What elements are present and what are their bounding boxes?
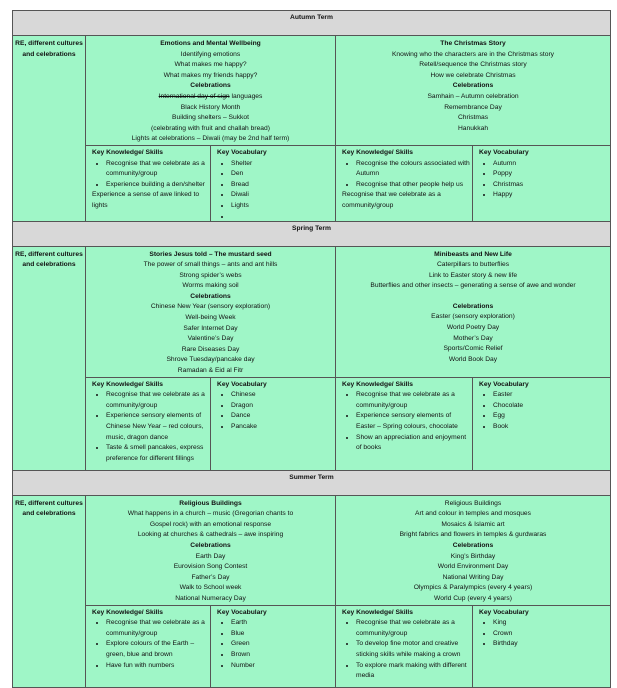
vocab-item: • Earth — [231, 618, 333, 629]
celebration-text: languages — [229, 92, 263, 100]
skill-item: • Show an appreciation and enjoyment of books — [356, 433, 470, 454]
vocab-item: • Book — [493, 422, 608, 433]
skill-item: • Recognise the colours associated with Autumn — [356, 159, 470, 180]
celebration-line: Sports/Comic Relief — [443, 345, 503, 353]
autumn-topic-1 — [86, 36, 336, 146]
vocab-item-empty — [231, 212, 333, 221]
autumn-row-label: RE, different cultures and celebrations — [13, 36, 86, 222]
topic-line: Retell/sequence the Christmas story — [419, 61, 527, 69]
celebration-line: Chinese New Year (sensory exploration) — [150, 303, 271, 311]
curriculum-table — [12, 10, 611, 688]
skill-item: • Experience sensory elements of Chinese New Year – red colours, music, dragon dance — [106, 411, 208, 443]
topic-line: The power of small things – ants and ant hills — [143, 261, 278, 269]
skill-item: • Recognise that we celebrate as a community/group — [106, 618, 208, 639]
vocab-item: • Brown — [231, 650, 333, 661]
skill-note: Recognise that we celebrate as a community/group — [342, 191, 441, 209]
skills-heading: Key Knowledge/ Skills — [92, 148, 163, 156]
celebration-line: Lights at celebrations – Diwali (may be 2nd half term) — [131, 135, 290, 143]
topic-line: How we celebrate Christmas — [430, 71, 516, 79]
spring-skills-1 — [86, 377, 211, 470]
summer-vocab-2 — [473, 605, 611, 687]
spacer — [336, 292, 610, 302]
celebration-line: (celebrating with fruit and challah bread) — [151, 124, 270, 132]
spring-topic-2 — [336, 246, 611, 377]
skill-item: • Taste & smell pancakes, express preference for different fillings — [106, 443, 208, 464]
vocab-heading: Key Vocabulary — [479, 148, 529, 156]
celebration-line: Shrove Tuesday/pancake day — [166, 356, 255, 364]
topic-line: Caterpillars to butterflies — [436, 261, 510, 269]
skill-item: • Recognise that we celebrate as a community/group — [106, 159, 208, 180]
vocab-heading: Key Vocabulary — [479, 608, 529, 616]
skill-item: • To develop fine motor and creative sticking skills while making a crown — [356, 639, 470, 660]
vocab-item: • Blue — [231, 629, 333, 640]
summer-skills-1 — [86, 605, 211, 687]
spring-vocab-1 — [211, 377, 336, 470]
summer-skills-2 — [336, 605, 473, 687]
celebration-line: National Writing Day — [442, 573, 504, 581]
celebration-line: Building shelters – Sukkot — [172, 114, 249, 122]
skill-item: • Experience sensory elements of Easter – Spring colours, chocolate — [356, 411, 470, 432]
celebrations-heading: Celebrations — [190, 82, 231, 90]
skills-heading: Key Knowledge/ Skills — [342, 380, 413, 388]
topic-heading: Religious Buildings — [444, 499, 502, 507]
celebration-line: Eurovision Song Contest — [173, 563, 248, 571]
celebrations-heading: Celebrations — [452, 302, 494, 310]
summer-topic-2 — [336, 495, 611, 605]
celebration-line: Christmas — [457, 114, 489, 122]
autumn-topic-2 — [336, 36, 611, 146]
vocab-heading: Key Vocabulary — [217, 608, 267, 616]
vocab-item: • Diwali — [231, 190, 333, 201]
skills-heading: Key Knowledge/ Skills — [342, 148, 413, 156]
autumn-vocab-2 — [473, 145, 611, 221]
vocab-item: • Crown — [493, 629, 608, 640]
celebrations-heading: Celebrations — [190, 292, 231, 300]
topic-heading: Religious Buildings — [179, 499, 242, 507]
spring-row-label: RE, different cultures and celebrations — [13, 246, 86, 470]
celebration-line: Walk to School week — [179, 584, 242, 592]
vocab-item: • Pancake — [231, 422, 333, 433]
vocab-item: • Green — [231, 639, 333, 650]
celebration-line: World Book Day — [448, 355, 498, 363]
skill-item: • Recognise that other people help us — [356, 180, 470, 191]
topic-line: Worms making soil — [182, 282, 239, 290]
vocab-item: • Bread — [231, 180, 333, 191]
spring-term-heading: Spring Term — [13, 221, 611, 246]
topic-line: Mosaics & Islamic art — [441, 520, 505, 528]
skill-item: • Explore colours of the Earth – green, blue and brown — [106, 639, 208, 660]
summer-topic-1 — [86, 495, 336, 605]
autumn-skills-1 — [86, 145, 211, 221]
topic-heading: Minibeasts and New Life — [434, 250, 512, 258]
topic-heading: Emotions and Mental Wellbeing — [160, 40, 261, 47]
celebrations-heading: Celebrations — [452, 542, 494, 549]
spring-skills-2 — [336, 377, 473, 470]
celebration-line: World Cup (every 4 years) — [434, 594, 512, 602]
skill-item: • Recognise that we celebrate as a community/group — [356, 390, 470, 411]
vocab-item: • Autumn — [493, 159, 608, 170]
celebration-line — [86, 92, 335, 103]
topic-heading: Stories Jesus told – The mustard seed — [149, 250, 272, 258]
vocab-heading: Key Vocabulary — [217, 148, 267, 156]
topic-line: Link to Easter story & new life — [428, 271, 518, 279]
celebration-line: World Environment Day — [437, 563, 509, 571]
celebration-line: Remembrance Day — [444, 103, 502, 111]
autumn-skills-2 — [336, 145, 473, 221]
celebrations-heading: Celebrations — [452, 82, 494, 90]
spring-topic-1 — [86, 246, 336, 377]
summer-vocab-1 — [211, 605, 336, 687]
celebration-line: National Numeracy Day — [175, 594, 246, 602]
celebration-line: Valentine’s Day — [187, 335, 234, 343]
celebration-line: Earth Day — [195, 552, 226, 560]
vocab-item: • Number — [231, 661, 333, 672]
vocab-item: • Chinese — [231, 390, 333, 401]
celebrations-heading: Celebrations — [190, 542, 231, 549]
skills-heading: Key Knowledge/ Skills — [92, 380, 163, 388]
topic-line: Looking at churches & cathedrals – awe inspiring — [137, 531, 284, 539]
summer-row-label: RE, different cultures and celebrations — [13, 495, 86, 687]
vocab-item: • King — [493, 618, 608, 629]
summer-term-heading: Summer Term — [13, 470, 611, 495]
skill-note: Experience a sense of awe linked to lights — [92, 191, 200, 209]
celebration-line: Easter (sensory exploration) — [431, 313, 515, 321]
vocab-item: • Den — [231, 169, 333, 180]
topic-line: Identifying emotions — [180, 50, 241, 58]
vocab-item: • Egg — [493, 411, 608, 422]
skill-item: • Recognise that we celebrate as a community/group — [356, 618, 470, 639]
vocab-item: • Happy — [493, 190, 608, 201]
celebration-line: Black History Month — [180, 103, 241, 111]
vocab-item: • Shelter — [231, 159, 333, 170]
celebration-line: Ramadan & Eid al Fitr — [177, 367, 244, 375]
celebration-line: Well-being Week — [185, 314, 236, 322]
celebration-line: Father’s Day — [191, 573, 230, 581]
celebration-line: Samhain – Autumn celebration — [427, 92, 519, 100]
celebration-line: Safer Internet Day — [183, 324, 238, 332]
topic-line: Butterflies and other insects – generating a sense of awe and wonder — [370, 282, 576, 290]
skills-heading: Key Knowledge/ Skills — [92, 608, 163, 616]
vocab-item: • Birthday — [493, 639, 608, 650]
spring-vocab-2 — [473, 377, 611, 470]
celebration-line: Hanukkah — [457, 124, 489, 132]
vocab-item: • Chocolate — [493, 401, 608, 412]
topic-line: What happens in a church – music (Gregorian chants to Gospel rock) with an emotional response — [127, 510, 294, 528]
topic-line: Knowing who the characters are in the Christmas story — [391, 50, 555, 58]
celebration-line: King’s Birthday — [450, 552, 496, 560]
skill-item: • Recognise that we celebrate as a community/group — [106, 390, 208, 411]
celebration-line: Rare Diseases Day — [181, 345, 240, 353]
vocab-item: • Poppy — [493, 169, 608, 180]
vocab-item: • Dragon — [231, 401, 333, 412]
curriculum-document — [12, 10, 610, 688]
topic-line: Strong spider’s webs — [179, 271, 242, 279]
topic-line: Art and colour in temples and mosques — [415, 510, 531, 518]
vocab-item: • Easter — [493, 390, 608, 401]
topic-line: What makes me happy? — [174, 61, 247, 69]
celebration-line: Olympics & Paralympics (every 4 years) — [413, 584, 533, 592]
struck-text: International day of sign — [158, 92, 230, 100]
autumn-vocab-1 — [211, 145, 336, 221]
celebration-line: Mother’s Day — [453, 334, 493, 342]
skills-heading: Key Knowledge/ Skills — [342, 608, 413, 616]
vocab-heading: Key Vocabulary — [217, 380, 267, 388]
celebration-line: World Poetry Day — [446, 324, 500, 332]
skill-item: • Experience building a den/shelter — [106, 180, 208, 191]
vocab-item: • Dance — [231, 411, 333, 422]
skill-item: • Have fun with numbers — [106, 661, 208, 672]
vocab-item: • Lights — [231, 201, 333, 212]
vocab-item: • Christmas — [493, 180, 608, 191]
topic-heading: The Christmas Story — [440, 40, 506, 47]
topic-line: What makes my friends happy? — [163, 71, 258, 79]
topic-line: Bright fabrics and flowers in temples & gurdwaras — [399, 531, 547, 539]
skill-item: • To explore mark making with different media — [356, 661, 470, 682]
autumn-term-heading: Autumn Term — [13, 11, 611, 36]
vocab-heading: Key Vocabulary — [479, 380, 529, 388]
